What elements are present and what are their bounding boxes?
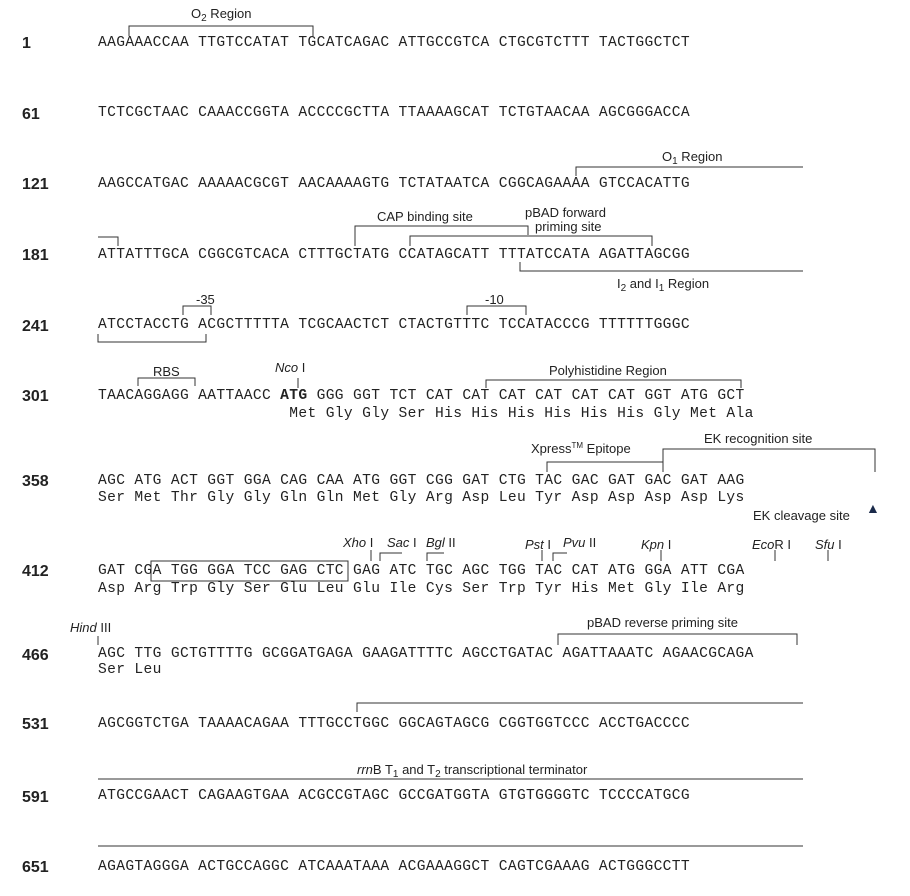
- xpress-sup: TM: [571, 441, 584, 450]
- xho-rest: I: [366, 535, 374, 550]
- dna-sequence: TCTCGCTAAC CAAACCGGTA ACCCCGCTTA TTAAAAGCAT TCTGTAACAA AGCGGGACCA: [98, 105, 690, 121]
- sac-rest: I: [409, 535, 417, 550]
- dna-sequence: GAT CGA TGG GGA TCC GAG CTC GAG ATC TGC AGC TGG TAC CAT ATG GGA ATT CGA: [98, 563, 745, 579]
- dna-sequence: AGAGTAGGGA ACTGCCAGGC ATCAAATAAA ACGAAAGGCT CAGTCGAAAG ACTGGGCCTT: [98, 859, 690, 875]
- bgl-italic: Bgl: [426, 535, 445, 550]
- dna-sequence: ATGCCGAACT CAGAAGTGAA ACGCCGTAGC GCCGATGGTA GTGTGGGGTC TCCCCATGCG: [98, 788, 690, 804]
- ek-recognition-label: EK recognition site: [704, 431, 813, 446]
- seq-segment: TAACAGGAGG AATTAACC: [98, 388, 281, 404]
- i2i1-b: and I: [626, 276, 659, 291]
- dna-sequence: ATTATTTGCA CGGCGTCACA CTTTGCTATG CCATAGCATT TTTATCCATA AGATTAGCGG: [98, 247, 690, 263]
- rrnb-italic: rrn: [357, 762, 373, 777]
- kpn-label: [641, 537, 671, 552]
- o1-sub: 1: [672, 156, 678, 167]
- o1-rest: Region: [677, 149, 723, 164]
- position-number: 1: [22, 35, 31, 52]
- nco-italic: Nco: [275, 360, 299, 375]
- sfu-rest: I: [834, 537, 842, 552]
- rrnb-terminator-label: [357, 762, 587, 780]
- position-number: 181: [22, 247, 49, 264]
- xho-italic: Xho: [343, 535, 367, 550]
- cap-binding-label: CAP binding site: [377, 209, 473, 224]
- minus10-label: -10: [485, 292, 504, 307]
- position-number: 61: [22, 106, 40, 123]
- dna-sequence: AAGCCATGAC AAAAACGCGT AACAAAAGTG TCTATAATCA CGGCAGAAAA GTCCACATTG: [98, 176, 690, 192]
- position-number: 301: [22, 388, 49, 405]
- pbad-forward-label-2: priming site: [535, 219, 602, 234]
- minus10-bracket: [467, 306, 526, 315]
- aa-pad: [98, 406, 289, 422]
- kpn-italic: Kpn: [641, 537, 665, 552]
- xho-label: [343, 535, 373, 550]
- pbad-reverse-label: pBAD reverse priming site: [587, 615, 738, 630]
- i2i1-a: I: [617, 276, 621, 291]
- sac-label: [387, 535, 417, 550]
- position-number: 358: [22, 473, 49, 490]
- o2-main: O: [191, 6, 202, 21]
- rrnb-sub1: 1: [392, 769, 399, 780]
- position-number: 591: [22, 789, 49, 806]
- pvu-bracket: [553, 553, 567, 561]
- minus35-label: -35: [196, 292, 215, 307]
- rrnb-line-1: [357, 703, 803, 712]
- dna-sequence: ATCCTACCTG ACGCTTTTTA TCGCAACTCT CTACTGTTTC TCCATACCCG TTTTTTGGGC: [98, 317, 690, 333]
- i2i1-sub2: 1: [658, 283, 665, 294]
- o1-bracket: [576, 167, 803, 176]
- i2i1-region-label: [617, 276, 709, 294]
- position-number: 121: [22, 176, 49, 193]
- pvu-label: [563, 535, 596, 550]
- pbad-forward-label-1: pBAD forward: [525, 205, 606, 220]
- eco-italic: Eco: [752, 537, 775, 552]
- seq-segment: GGG GGT TCT CAT CAT CAT CAT CAT CAT GGT ATG GCT: [307, 388, 745, 404]
- position-number: 651: [22, 859, 49, 876]
- dna-sequence: AGC TTG GCTGTTTTG GCGGATGAGA GAAGATTTTC AGCCTGATAC AGATTAAATC AGAACGCAGA: [98, 646, 754, 662]
- amino-acid-sequence: Asp Arg Trp Gly Ser Glu Leu Glu Ile Cys Ser Trp Tyr His Met Gly Ile Arg: [98, 581, 745, 597]
- dna-sequence: [98, 388, 745, 404]
- dna-sequence: AGC ATG ACT GGT GGA CAG CAA ATG GGT CGG GAT CTG TAC GAC GAT GAC GAT AAG: [98, 473, 745, 489]
- ek-cleavage-arrow-icon: ▲: [866, 500, 880, 516]
- amino-acid-sequence: Ser Leu: [98, 662, 162, 678]
- minus35-bracket: [183, 306, 211, 315]
- sfu-italic: Sfu: [815, 537, 835, 552]
- xpress-bracket: [547, 462, 663, 472]
- xpress-epitope-label: [531, 441, 631, 456]
- rbs-label: RBS: [153, 364, 180, 379]
- i2i1-sub1: 2: [620, 283, 627, 294]
- eco-label: [752, 537, 791, 552]
- hind-label: [70, 620, 111, 635]
- polyhis-bracket: [486, 380, 741, 388]
- hind-italic: Hind: [70, 620, 97, 635]
- rbs-bracket: [138, 378, 195, 386]
- amino-acid-sequence: [98, 406, 754, 422]
- xpress-main: Xpress: [531, 441, 572, 456]
- amino-acid-sequence: Ser Met Thr Gly Gly Gln Gln Met Gly Arg Asp Leu Tyr Asp Asp Asp Asp Lys: [98, 490, 745, 506]
- dna-sequence: AGCGGTCTGA TAAAACAGAA TTTGCCTGGC GGCAGTAGCG CGGTGGTCCC ACCTGACCCC: [98, 716, 690, 732]
- position-number: 531: [22, 716, 49, 733]
- o1-main: O: [662, 149, 673, 164]
- ek-cleavage-label: EK cleavage site: [753, 508, 850, 523]
- position-number: 466: [22, 647, 49, 664]
- nco-rest: I: [298, 360, 306, 375]
- kpn-rest: I: [664, 537, 672, 552]
- bgl-bracket: [427, 553, 444, 561]
- rrnb-sub2: 2: [435, 769, 441, 780]
- rrnb-b: and T: [398, 762, 436, 777]
- pst-rest: I: [543, 537, 552, 552]
- i2i1-c: Region: [664, 276, 710, 291]
- sfu-label: [815, 537, 842, 552]
- eco-rest: R I: [774, 537, 792, 552]
- polyhistidine-label: Polyhistidine Region: [549, 363, 667, 378]
- pvu-rest: II: [585, 535, 597, 550]
- nco-label: [275, 360, 305, 375]
- pvu-italic: Pvu: [563, 535, 586, 550]
- i2i1-bracket: [520, 262, 803, 271]
- o1-continuation: [98, 237, 118, 246]
- ek-bracket: [663, 449, 875, 472]
- start-codon: ATG: [280, 388, 308, 404]
- xpress-rest: Epitope: [583, 441, 631, 456]
- position-number: 412: [22, 563, 49, 580]
- o2-region-label: [191, 6, 252, 24]
- dna-sequence: AAGAAACCAA TTGTCCATAT TGCATCAGAC ATTGCCGTCA CTGCGTCTTT TACTGGCTCT: [98, 35, 690, 51]
- o2-sub: 2: [201, 13, 207, 24]
- o1-region-label: [662, 149, 723, 167]
- i2i1-continuation: [98, 334, 206, 342]
- rrnb-a: B T: [372, 762, 393, 777]
- pbad-reverse-bracket: [558, 634, 797, 645]
- pst-label: [525, 537, 551, 552]
- pbad-forward-bracket: [410, 236, 652, 246]
- rrnb-c: transcriptional terminator: [440, 762, 588, 777]
- aa-text: Met Gly Gly Ser His His His His His His Gly Met Ala: [289, 406, 754, 422]
- bgl-label: [426, 535, 456, 550]
- pst-italic: Pst: [525, 537, 544, 552]
- bgl-rest: II: [444, 535, 456, 550]
- sac-bracket: [380, 553, 402, 561]
- position-number: 241: [22, 318, 49, 335]
- sac-italic: Sac: [387, 535, 410, 550]
- hind-rest: III: [96, 620, 112, 635]
- o2-rest: Region: [206, 6, 252, 21]
